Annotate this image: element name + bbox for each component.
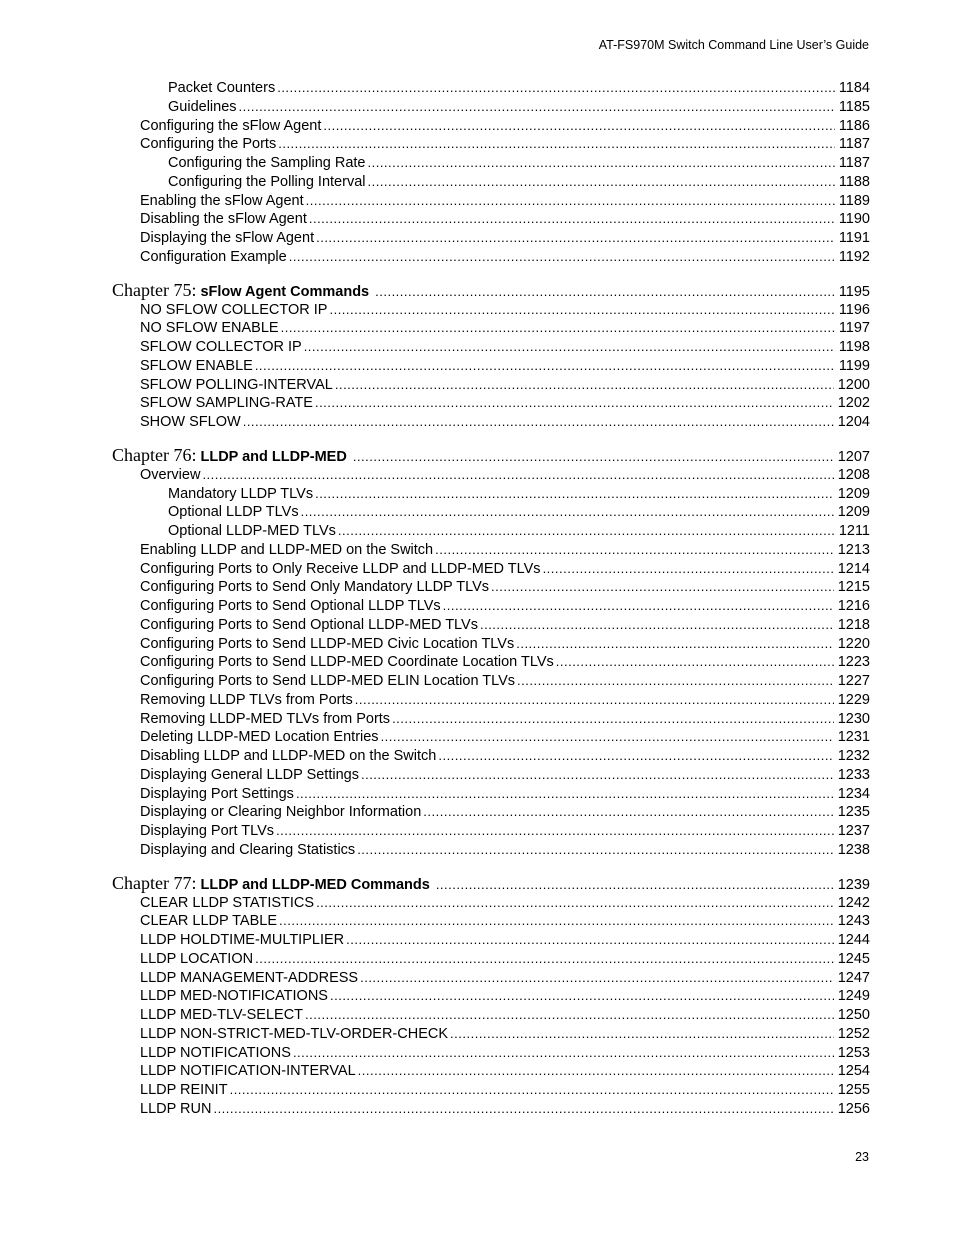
toc-entry[interactable] (112, 653, 870, 672)
dot-leader (435, 541, 834, 560)
toc-page-number: 1186 (838, 117, 870, 134)
toc-entry-title: LLDP NOTIFICATION-INTERVAL (140, 1063, 356, 1080)
toc-page-number: 1233 (837, 766, 870, 783)
toc-page-number: 1200 (837, 376, 870, 393)
toc-entry[interactable] (112, 485, 870, 504)
toc-entry[interactable] (112, 635, 870, 654)
toc-entry-title: LLDP MANAGEMENT-ADDRESS (140, 969, 359, 986)
toc-page-number: 1213 (837, 541, 870, 558)
dot-leader (357, 841, 834, 860)
chapter-label: Chapter 75: (112, 279, 197, 300)
toc-entry-title: NO SFLOW COLLECTOR IP (140, 301, 328, 318)
toc-entry-title: Optional LLDP TLVs (168, 504, 299, 521)
toc-page-number: 1196 (838, 301, 870, 318)
toc-page-number: 1189 (838, 192, 870, 209)
toc-entry[interactable] (112, 319, 870, 338)
toc-entry-title: LLDP NOTIFICATIONS (140, 1044, 291, 1061)
toc-entry-title: SFLOW POLLING-INTERVAL (140, 376, 333, 393)
toc-entry-title: LLDP LOCATION (140, 950, 254, 967)
toc-page-number: 1215 (837, 579, 870, 596)
dot-leader (315, 394, 834, 413)
toc-page-number: 1220 (837, 635, 870, 652)
toc-entry-title: Enabling LLDP and LLDP-MED on the Switch (140, 541, 434, 558)
dot-leader (239, 98, 835, 117)
dot-leader (278, 135, 835, 154)
toc-page-number: 1214 (837, 560, 870, 577)
toc-entry-title: Configuring the Polling Interval (168, 173, 366, 190)
toc-page-number: 1229 (837, 691, 870, 708)
toc-entry[interactable] (112, 192, 870, 211)
dot-leader (301, 503, 834, 522)
toc-entry[interactable] (112, 135, 870, 154)
dot-leader (360, 969, 834, 988)
dot-leader (316, 894, 834, 913)
toc-entry[interactable] (112, 338, 870, 357)
toc-page-number: 1227 (837, 673, 870, 689)
toc-page-number: 1191 (838, 230, 870, 246)
toc-entry[interactable] (112, 766, 870, 785)
toc-entry[interactable] (112, 822, 870, 841)
toc-entry[interactable] (112, 894, 870, 913)
toc-entry[interactable] (112, 154, 870, 173)
dot-leader (516, 635, 834, 654)
dot-leader (323, 117, 834, 136)
toc-entry[interactable] (112, 229, 870, 248)
page-number: 23 (855, 1150, 869, 1164)
dot-leader (338, 522, 835, 541)
dot-leader (309, 210, 835, 229)
toc-entry-title: Displaying the sFlow Agent (140, 230, 315, 246)
toc-entry[interactable] (112, 98, 870, 117)
toc-entry-title: Removing LLDP TLVs from Ports (140, 691, 353, 708)
toc-page-number: 1199 (838, 357, 870, 374)
toc-entry-title: Overview (140, 466, 201, 483)
toc-entry[interactable] (112, 616, 870, 635)
toc-page-number: 1207 (837, 448, 870, 465)
toc-page-number: 1218 (837, 616, 870, 633)
toc-page-number: 1232 (837, 748, 870, 764)
toc-entry[interactable] (112, 173, 870, 192)
toc-entry-title: SHOW SFLOW (140, 414, 241, 430)
toc-entry-title: Configuring the sFlow Agent (140, 117, 322, 134)
toc-page-number: 1242 (837, 894, 870, 911)
toc-entry-title: Displaying General LLDP Settings (140, 766, 359, 783)
toc-entry-title: Configuring Ports to Only Receive LLDP and LLDP-MED TLVs (140, 560, 541, 577)
toc-entry-title: SFLOW SAMPLING-RATE (140, 395, 313, 412)
toc-entry[interactable] (112, 969, 870, 988)
dot-leader (279, 912, 834, 931)
dot-leader (367, 154, 834, 173)
dot-leader (277, 79, 835, 98)
dot-leader (316, 229, 835, 248)
toc-page-number: 1237 (837, 823, 870, 839)
toc-page-number: 1249 (837, 988, 870, 1005)
toc-page-number: 1230 (837, 710, 870, 727)
toc-entry-title: SFLOW COLLECTOR IP (140, 339, 302, 355)
toc-page-number: 1211 (838, 523, 870, 539)
toc-page-number: 1231 (837, 729, 870, 746)
dot-leader (346, 931, 834, 950)
dot-leader (491, 578, 834, 597)
toc-page-number: 1252 (837, 1025, 870, 1042)
toc-entry-title: Deleting LLDP-MED Location Entries (140, 729, 379, 746)
toc-page-number: 1187 (838, 155, 870, 171)
toc-page-number: 1208 (837, 466, 870, 483)
toc-entry[interactable] (112, 1062, 870, 1081)
toc-entry-title: Removing LLDP-MED TLVs from Ports (140, 710, 391, 727)
toc-page-number: 1197 (838, 320, 870, 337)
dot-leader (480, 616, 834, 635)
toc-entry[interactable] (112, 210, 870, 229)
toc-entry[interactable] (112, 803, 870, 822)
toc-entry[interactable] (112, 1006, 870, 1025)
toc-entry[interactable] (112, 672, 870, 691)
chapter-title: LLDP and LLDP-MED Commands (200, 876, 430, 893)
toc-entry[interactable] (112, 376, 870, 395)
toc-entry[interactable] (112, 357, 870, 376)
dot-leader (243, 413, 834, 432)
toc-chapter-entry[interactable] (112, 873, 870, 894)
toc-chapter-heading (112, 873, 430, 896)
toc-page-number: 1247 (837, 969, 870, 986)
toc-entry[interactable] (112, 413, 870, 432)
chapter-label: Chapter 77: (112, 872, 197, 893)
dot-leader (255, 950, 834, 969)
dot-leader (381, 728, 834, 747)
toc-entry-title: LLDP HOLDTIME-MULTIPLIER (140, 932, 345, 948)
dot-leader (361, 766, 834, 785)
toc-chapter-entry[interactable] (112, 445, 870, 466)
dot-leader (358, 1062, 834, 1081)
toc-page-number: 1253 (837, 1044, 870, 1061)
toc-entry[interactable] (112, 1025, 870, 1044)
toc-page-number: 1255 (837, 1082, 870, 1098)
toc-page-number: 1209 (837, 485, 870, 502)
toc-entry-title: LLDP RUN (140, 1100, 212, 1117)
toc-entry[interactable] (112, 728, 870, 747)
toc-entry-title: Displaying Port TLVs (140, 823, 275, 839)
toc-page-number: 1204 (837, 414, 870, 430)
toc-entry[interactable] (112, 710, 870, 729)
dot-leader (255, 357, 835, 376)
toc-chapter-entry[interactable] (112, 280, 870, 301)
toc-entry[interactable] (112, 394, 870, 413)
toc-entry-title: Configuring the Sampling Rate (168, 155, 366, 171)
toc-entry-title: Packet Counters (168, 80, 276, 96)
chapter-title: sFlow Agent Commands (200, 283, 370, 300)
toc-entry-title: Configuring Ports to Send Optional LLDP-MED TLVs (140, 616, 478, 633)
toc-entry-title: Guidelines (168, 98, 237, 115)
dot-leader (306, 192, 835, 211)
toc-entry[interactable] (112, 785, 870, 804)
dot-leader (375, 281, 835, 302)
toc-page-number: 1187 (838, 136, 870, 153)
toc-page-number: 1244 (837, 932, 870, 948)
toc-page-number: 1192 (838, 248, 870, 265)
toc-page-number: 1256 (837, 1100, 870, 1117)
toc-entry-title: Enabling the sFlow Agent (140, 192, 304, 209)
toc-entry-title: Configuring Ports to Send LLDP-MED ELIN Location TLVs (140, 673, 516, 689)
toc-entry-title: CLEAR LLDP TABLE (140, 913, 278, 930)
toc-entry[interactable] (112, 747, 870, 766)
toc-entry[interactable] (112, 1100, 870, 1119)
toc-page-number: 1238 (837, 841, 870, 858)
toc-page-number: 1209 (837, 504, 870, 521)
chapter-title: LLDP and LLDP-MED (200, 448, 347, 465)
dot-leader (450, 1025, 834, 1044)
dot-leader (330, 987, 834, 1006)
toc-page-number: 1239 (837, 876, 870, 893)
dot-leader (443, 597, 834, 616)
toc-page-number: 1202 (837, 395, 870, 412)
toc-entry-title: Configuring Ports to Send Optional LLDP TLVs (140, 598, 441, 614)
toc-entry-title: SFLOW ENABLE (140, 357, 253, 374)
dot-leader (335, 376, 834, 395)
table-of-contents (112, 79, 870, 1119)
toc-entry[interactable] (112, 541, 870, 560)
toc-entry[interactable] (112, 522, 870, 541)
toc-page-number: 1235 (837, 804, 870, 821)
toc-page-number: 1198 (838, 339, 870, 355)
toc-page-number: 1254 (837, 1063, 870, 1080)
dot-leader (355, 691, 834, 710)
dot-leader (436, 874, 834, 895)
dot-leader (289, 248, 835, 267)
dot-leader (543, 560, 834, 579)
page-header: AT-FS970M Switch Command Line User’s Guide (598, 38, 869, 52)
toc-entry[interactable] (112, 301, 870, 320)
toc-entry-title: Displaying or Clearing Neighbor Information (140, 804, 422, 821)
toc-entry[interactable] (112, 950, 870, 969)
dot-leader (315, 485, 834, 504)
toc-entry-title: Mandatory LLDP TLVs (168, 485, 314, 502)
toc-page-number: 1185 (838, 98, 870, 115)
dot-leader (329, 301, 834, 320)
dot-leader (276, 822, 834, 841)
dot-leader (556, 653, 834, 672)
toc-entry-title: NO SFLOW ENABLE (140, 320, 279, 337)
toc-entry[interactable] (112, 1044, 870, 1063)
dot-leader (517, 672, 834, 691)
toc-entry[interactable] (112, 560, 870, 579)
toc-entry-title: Configuring Ports to Send Only Mandatory LLDP TLVs (140, 579, 489, 596)
toc-page-number: 1216 (837, 598, 870, 614)
toc-entry-title: Configuring the Ports (140, 136, 277, 153)
toc-page-number: 1184 (838, 80, 870, 96)
toc-entry-title: Displaying Port Settings (140, 785, 294, 802)
toc-page-number: 1234 (837, 785, 870, 802)
toc-entry[interactable] (112, 931, 870, 950)
toc-entry[interactable] (112, 466, 870, 485)
toc-entry-title: Displaying and Clearing Statistics (140, 841, 356, 858)
toc-page-number: 1195 (838, 283, 870, 300)
toc-chapter-heading (112, 280, 369, 303)
toc-entry-title: Disabling the sFlow Agent (140, 211, 307, 228)
toc-entry[interactable] (112, 79, 870, 98)
toc-page-number: 1245 (837, 950, 870, 967)
dot-leader (305, 1006, 834, 1025)
toc-entry[interactable] (112, 597, 870, 616)
toc-entry-title: LLDP REINIT (140, 1082, 228, 1098)
dot-leader (423, 803, 833, 822)
toc-entry-title: LLDP MED-NOTIFICATIONS (140, 988, 328, 1005)
toc-entry[interactable] (112, 691, 870, 710)
toc-chapter-heading (112, 445, 347, 468)
toc-entry[interactable] (112, 1081, 870, 1100)
dot-leader (293, 1044, 834, 1063)
toc-entry-title: Configuring Ports to Send LLDP-MED Coordinate Location TLVs (140, 654, 554, 671)
toc-page-number: 1223 (837, 654, 870, 671)
toc-entry[interactable] (112, 912, 870, 931)
toc-entry[interactable] (112, 841, 870, 860)
dot-leader (213, 1100, 833, 1119)
toc-entry-title: Configuring Ports to Send LLDP-MED Civic Location TLVs (140, 635, 515, 652)
toc-entry[interactable] (112, 987, 870, 1006)
toc-entry-title: Optional LLDP-MED TLVs (168, 523, 336, 539)
dot-leader (367, 173, 834, 192)
dot-leader (230, 1081, 834, 1100)
toc-page-number: 1190 (838, 211, 870, 228)
toc-page-number: 1250 (837, 1007, 870, 1023)
toc-entry-title: Configuration Example (140, 248, 287, 265)
toc-entry-title: LLDP MED-TLV-SELECT (140, 1007, 304, 1023)
toc-entry[interactable] (112, 117, 870, 136)
chapter-label: Chapter 76: (112, 444, 197, 465)
dot-leader (202, 466, 833, 485)
dot-leader (438, 747, 833, 766)
toc-entry-title: Disabling LLDP and LLDP-MED on the Switch (140, 748, 437, 764)
toc-page-number: 1188 (838, 173, 870, 190)
dot-leader (353, 446, 834, 467)
toc-entry[interactable] (112, 248, 870, 267)
toc-entry-title: LLDP NON-STRICT-MED-TLV-ORDER-CHECK (140, 1025, 449, 1042)
dot-leader (281, 319, 835, 338)
toc-page-number: 1243 (837, 913, 870, 930)
toc-entry[interactable] (112, 578, 870, 597)
dot-leader (304, 338, 835, 357)
dot-leader (296, 785, 834, 804)
dot-leader (392, 710, 834, 729)
toc-entry-title: CLEAR LLDP STATISTICS (140, 894, 315, 911)
toc-entry[interactable] (112, 503, 870, 522)
